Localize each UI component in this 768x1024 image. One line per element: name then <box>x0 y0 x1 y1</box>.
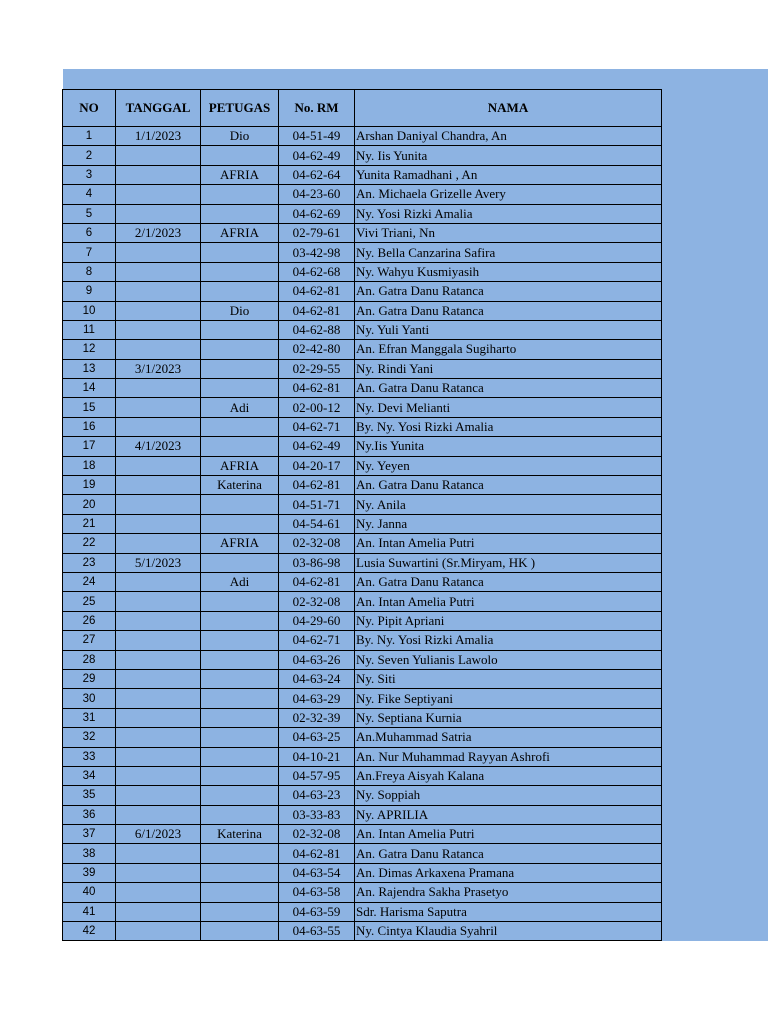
cell-no[interactable]: 34 <box>63 766 116 785</box>
cell-nama[interactable]: Ny. Yosi Rizki Amalia <box>355 204 662 223</box>
cell-tanggal[interactable] <box>116 786 201 805</box>
cell-no[interactable]: 19 <box>63 476 116 495</box>
cell-petugas[interactable] <box>201 650 279 669</box>
cell-no-rm[interactable]: 02-79-61 <box>279 223 355 242</box>
table-row <box>63 728 662 747</box>
cell-no-rm[interactable]: 04-63-29 <box>279 689 355 708</box>
header-no-rm[interactable]: No. RM <box>279 90 355 127</box>
cell-tanggal[interactable] <box>116 572 201 591</box>
cell-tanggal[interactable] <box>116 320 201 339</box>
cell-petugas[interactable] <box>201 553 279 572</box>
header-no[interactable]: NO <box>63 90 116 127</box>
cell-petugas[interactable]: AFRIA <box>201 165 279 184</box>
cell-no[interactable]: 5 <box>63 204 116 223</box>
cell-nama[interactable]: Ny. Seven Yulianis Lawolo <box>355 650 662 669</box>
cell-nama[interactable]: An. Gatra Danu Ratanca <box>355 282 662 301</box>
cell-petugas[interactable]: Adi <box>201 572 279 591</box>
cell-no[interactable]: 26 <box>63 611 116 630</box>
cell-no-rm[interactable]: 04-63-58 <box>279 883 355 902</box>
cell-nama[interactable]: Ny. Bella Canzarina Safira <box>355 243 662 262</box>
cell-tanggal[interactable] <box>116 417 201 436</box>
cell-petugas[interactable] <box>201 786 279 805</box>
cell-no-rm[interactable]: 04-63-24 <box>279 669 355 688</box>
table-row <box>63 669 662 688</box>
header-row <box>63 90 662 127</box>
cell-nama[interactable]: Ny. APRILIA <box>355 805 662 824</box>
cell-petugas[interactable] <box>201 417 279 436</box>
cell-nama[interactable]: Ny. Septiana Kurnia <box>355 708 662 727</box>
table-row <box>63 204 662 223</box>
table-row <box>63 223 662 242</box>
cell-no[interactable]: 11 <box>63 320 116 339</box>
cell-no[interactable]: 41 <box>63 902 116 921</box>
cell-no-rm[interactable]: 04-62-64 <box>279 165 355 184</box>
cell-no[interactable]: 25 <box>63 592 116 611</box>
cell-no-rm[interactable]: 04-29-60 <box>279 611 355 630</box>
table-row <box>63 553 662 572</box>
cell-tanggal[interactable] <box>116 728 201 747</box>
cell-nama[interactable]: An.Muhammad Satria <box>355 728 662 747</box>
cell-no[interactable]: 9 <box>63 282 116 301</box>
cell-tanggal[interactable] <box>116 146 201 165</box>
cell-tanggal[interactable]: 3/1/2023 <box>116 359 201 378</box>
cell-no-rm[interactable]: 04-62-81 <box>279 282 355 301</box>
table-row <box>63 592 662 611</box>
table-row <box>63 631 662 650</box>
cell-petugas[interactable] <box>201 728 279 747</box>
cell-nama[interactable]: Ny. Siti <box>355 669 662 688</box>
cell-no[interactable]: 38 <box>63 844 116 863</box>
table-row <box>63 766 662 785</box>
cell-petugas[interactable] <box>201 340 279 359</box>
cell-no[interactable]: 10 <box>63 301 116 320</box>
cell-no-rm[interactable]: 04-20-17 <box>279 456 355 475</box>
cell-nama[interactable]: Ny. Soppiah <box>355 786 662 805</box>
table-row <box>63 379 662 398</box>
cell-no[interactable]: 2 <box>63 146 116 165</box>
table-row <box>63 922 662 941</box>
cell-tanggal[interactable] <box>116 514 201 533</box>
cell-tanggal[interactable] <box>116 922 201 941</box>
table-row <box>63 243 662 262</box>
cell-no[interactable]: 18 <box>63 456 116 475</box>
cell-nama[interactable]: Yunita Ramadhani , An <box>355 165 662 184</box>
cell-petugas[interactable] <box>201 689 279 708</box>
cell-petugas[interactable]: AFRIA <box>201 534 279 553</box>
table-row <box>63 611 662 630</box>
cell-petugas[interactable] <box>201 185 279 204</box>
table-row <box>63 786 662 805</box>
cell-no-rm[interactable]: 04-62-81 <box>279 572 355 591</box>
cell-petugas[interactable]: Dio <box>201 301 279 320</box>
cell-no-rm[interactable]: 04-54-61 <box>279 514 355 533</box>
cell-no[interactable]: 33 <box>63 747 116 766</box>
cell-petugas[interactable] <box>201 262 279 281</box>
cell-nama[interactable]: Ny. Rindi Yani <box>355 359 662 378</box>
cell-no[interactable]: 15 <box>63 398 116 417</box>
cell-no-rm[interactable]: 04-51-71 <box>279 495 355 514</box>
cell-nama[interactable]: Ny. Yuli Yanti <box>355 320 662 339</box>
table-row <box>63 534 662 553</box>
cell-no-rm[interactable]: 04-57-95 <box>279 766 355 785</box>
cell-nama[interactable]: An. Dimas Arkaxena Pramana <box>355 863 662 882</box>
cell-no-rm[interactable]: 02-42-80 <box>279 340 355 359</box>
cell-no[interactable]: 37 <box>63 825 116 844</box>
cell-tanggal[interactable] <box>116 204 201 223</box>
cell-nama[interactable]: An. Intan Amelia Putri <box>355 592 662 611</box>
cell-nama[interactable]: Sdr. Harisma Saputra <box>355 902 662 921</box>
table-row <box>63 456 662 475</box>
table-row <box>63 825 662 844</box>
table-row <box>63 359 662 378</box>
cell-petugas[interactable] <box>201 747 279 766</box>
cell-no-rm[interactable]: 04-63-59 <box>279 902 355 921</box>
cell-petugas[interactable] <box>201 766 279 785</box>
cell-no-rm[interactable]: 04-51-49 <box>279 127 355 146</box>
cell-no-rm[interactable]: 04-62-81 <box>279 476 355 495</box>
table-row <box>63 495 662 514</box>
table-row <box>63 863 662 882</box>
cell-nama[interactable]: An. Efran Manggala Sugiharto <box>355 340 662 359</box>
cell-petugas[interactable] <box>201 437 279 456</box>
cell-no-rm[interactable]: 04-62-81 <box>279 379 355 398</box>
header-petugas[interactable]: PETUGAS <box>201 90 279 127</box>
cell-no[interactable]: 17 <box>63 437 116 456</box>
cell-petugas[interactable] <box>201 204 279 223</box>
table-row <box>63 282 662 301</box>
cell-nama[interactable]: Vivi Triani, Nn <box>355 223 662 242</box>
table-row <box>63 476 662 495</box>
cell-nama[interactable]: Ny. Wahyu Kusmiyasih <box>355 262 662 281</box>
cell-tanggal[interactable] <box>116 611 201 630</box>
cell-petugas[interactable] <box>201 805 279 824</box>
cell-no[interactable]: 30 <box>63 689 116 708</box>
cell-no[interactable]: 35 <box>63 786 116 805</box>
cell-no-rm[interactable]: 02-32-08 <box>279 825 355 844</box>
cell-nama[interactable]: An.Freya Aisyah Kalana <box>355 766 662 785</box>
cell-tanggal[interactable] <box>116 747 201 766</box>
cell-nama[interactable]: An. Gatra Danu Ratanca <box>355 476 662 495</box>
cell-no-rm[interactable]: 03-33-83 <box>279 805 355 824</box>
cell-nama[interactable]: An. Nur Muhammad Rayyan Ashrofi <box>355 747 662 766</box>
cell-no-rm[interactable]: 04-62-88 <box>279 320 355 339</box>
table-row <box>63 805 662 824</box>
cell-nama[interactable]: An. Gatra Danu Ratanca <box>355 379 662 398</box>
patient-register-table <box>62 89 662 941</box>
cell-petugas[interactable] <box>201 611 279 630</box>
cell-no-rm[interactable]: 02-32-08 <box>279 534 355 553</box>
cell-tanggal[interactable]: 2/1/2023 <box>116 223 201 242</box>
cell-nama[interactable]: Ny. Janna <box>355 514 662 533</box>
cell-no[interactable]: 40 <box>63 883 116 902</box>
cell-tanggal[interactable] <box>116 243 201 262</box>
cell-no[interactable]: 7 <box>63 243 116 262</box>
cell-tanggal[interactable]: 6/1/2023 <box>116 825 201 844</box>
cell-no-rm[interactable]: 03-42-98 <box>279 243 355 262</box>
cell-petugas[interactable] <box>201 359 279 378</box>
table-row <box>63 146 662 165</box>
cell-tanggal[interactable] <box>116 534 201 553</box>
cell-tanggal[interactable] <box>116 495 201 514</box>
table-row <box>63 514 662 533</box>
cell-nama[interactable]: Lusia Suwartini (Sr.Miryam, HK ) <box>355 553 662 572</box>
cell-petugas[interactable]: Adi <box>201 398 279 417</box>
cell-nama[interactable]: Ny. Yeyen <box>355 456 662 475</box>
cell-no[interactable]: 32 <box>63 728 116 747</box>
cell-petugas[interactable] <box>201 883 279 902</box>
cell-tanggal[interactable]: 5/1/2023 <box>116 553 201 572</box>
cell-tanggal[interactable]: 1/1/2023 <box>116 127 201 146</box>
cell-tanggal[interactable] <box>116 185 201 204</box>
cell-no-rm[interactable]: 04-63-55 <box>279 922 355 941</box>
table-row <box>63 650 662 669</box>
cell-no[interactable]: 31 <box>63 708 116 727</box>
cell-no[interactable]: 6 <box>63 223 116 242</box>
cell-nama[interactable]: An. Intan Amelia Putri <box>355 825 662 844</box>
cell-no[interactable]: 14 <box>63 379 116 398</box>
cell-no[interactable]: 28 <box>63 650 116 669</box>
cell-no[interactable]: 13 <box>63 359 116 378</box>
cell-tanggal[interactable] <box>116 689 201 708</box>
cell-petugas[interactable] <box>201 669 279 688</box>
cell-nama[interactable]: Ny.Iis Yunita <box>355 437 662 456</box>
cell-petugas[interactable] <box>201 902 279 921</box>
cell-no-rm[interactable]: 04-62-49 <box>279 146 355 165</box>
cell-no[interactable]: 21 <box>63 514 116 533</box>
cell-petugas[interactable] <box>201 922 279 941</box>
cell-no[interactable]: 20 <box>63 495 116 514</box>
cell-nama[interactable]: Ny. Anila <box>355 495 662 514</box>
cell-tanggal[interactable] <box>116 708 201 727</box>
table-row <box>63 185 662 204</box>
cell-tanggal[interactable] <box>116 805 201 824</box>
cell-petugas[interactable] <box>201 282 279 301</box>
cell-tanggal[interactable] <box>116 650 201 669</box>
cell-tanggal[interactable] <box>116 476 201 495</box>
cell-nama[interactable]: By. Ny. Yosi Rizki Amalia <box>355 631 662 650</box>
cell-nama[interactable]: Ny. Devi Melianti <box>355 398 662 417</box>
cell-petugas[interactable] <box>201 844 279 863</box>
table-row <box>63 883 662 902</box>
cell-petugas[interactable] <box>201 631 279 650</box>
cell-nama[interactable]: An. Rajendra Sakha Prasetyo <box>355 883 662 902</box>
header-tanggal[interactable]: TANGGAL <box>116 90 201 127</box>
cell-no-rm[interactable]: 04-63-54 <box>279 863 355 882</box>
table-row <box>63 572 662 591</box>
cell-petugas[interactable]: Dio <box>201 127 279 146</box>
cell-nama[interactable]: An. Gatra Danu Ratanca <box>355 572 662 591</box>
table-row <box>63 417 662 436</box>
cell-no[interactable]: 42 <box>63 922 116 941</box>
table-row <box>63 437 662 456</box>
cell-no[interactable]: 16 <box>63 417 116 436</box>
cell-tanggal[interactable] <box>116 340 201 359</box>
cell-no-rm[interactable]: 04-62-81 <box>279 301 355 320</box>
cell-tanggal[interactable] <box>116 669 201 688</box>
cell-no[interactable]: 1 <box>63 127 116 146</box>
cell-no-rm[interactable]: 02-32-39 <box>279 708 355 727</box>
cell-nama[interactable]: Arshan Daniyal Chandra, An <box>355 127 662 146</box>
cell-nama[interactable]: Ny. Cintya Klaudia Syahril <box>355 922 662 941</box>
cell-petugas[interactable] <box>201 514 279 533</box>
cell-tanggal[interactable] <box>116 301 201 320</box>
cell-no[interactable]: 12 <box>63 340 116 359</box>
cell-no[interactable]: 29 <box>63 669 116 688</box>
cell-petugas[interactable] <box>201 863 279 882</box>
cell-no-rm[interactable]: 04-62-81 <box>279 844 355 863</box>
cell-petugas[interactable]: Katerina <box>201 825 279 844</box>
cell-tanggal[interactable] <box>116 456 201 475</box>
table-row <box>63 398 662 417</box>
table-row <box>63 902 662 921</box>
cell-no-rm[interactable]: 04-63-25 <box>279 728 355 747</box>
cell-no-rm[interactable]: 04-63-23 <box>279 786 355 805</box>
cell-petugas[interactable] <box>201 243 279 262</box>
cell-tanggal[interactable] <box>116 379 201 398</box>
table-row <box>63 262 662 281</box>
cell-no[interactable]: 24 <box>63 572 116 591</box>
cell-tanggal[interactable] <box>116 766 201 785</box>
cell-no-rm[interactable]: 04-63-26 <box>279 650 355 669</box>
cell-no-rm[interactable]: 02-00-12 <box>279 398 355 417</box>
cell-no-rm[interactable]: 03-86-98 <box>279 553 355 572</box>
cell-nama[interactable]: Ny. Iis Yunita <box>355 146 662 165</box>
cell-no-rm[interactable]: 04-10-21 <box>279 747 355 766</box>
cell-no-rm[interactable]: 02-29-55 <box>279 359 355 378</box>
cell-no-rm[interactable]: 04-62-69 <box>279 204 355 223</box>
cell-nama[interactable]: Ny. Pipit Apriani <box>355 611 662 630</box>
cell-no-rm[interactable]: 04-23-60 <box>279 185 355 204</box>
cell-no[interactable]: 22 <box>63 534 116 553</box>
cell-tanggal[interactable] <box>116 165 201 184</box>
cell-nama[interactable]: By. Ny. Yosi Rizki Amalia <box>355 417 662 436</box>
cell-petugas[interactable] <box>201 592 279 611</box>
cell-no[interactable]: 23 <box>63 553 116 572</box>
table-row <box>63 708 662 727</box>
header-nama[interactable]: NAMA <box>355 90 662 127</box>
table-row <box>63 301 662 320</box>
cell-no[interactable]: 27 <box>63 631 116 650</box>
table-row <box>63 844 662 863</box>
cell-no[interactable]: 39 <box>63 863 116 882</box>
cell-tanggal[interactable] <box>116 863 201 882</box>
table-row <box>63 165 662 184</box>
cell-no[interactable]: 8 <box>63 262 116 281</box>
cell-petugas[interactable] <box>201 379 279 398</box>
cell-no-rm[interactable]: 04-62-49 <box>279 437 355 456</box>
cell-tanggal[interactable] <box>116 631 201 650</box>
cell-nama[interactable]: An. Intan Amelia Putri <box>355 534 662 553</box>
cell-tanggal[interactable] <box>116 592 201 611</box>
table-row <box>63 320 662 339</box>
cell-no-rm[interactable]: 04-62-68 <box>279 262 355 281</box>
cell-no[interactable]: 3 <box>63 165 116 184</box>
cell-tanggal[interactable] <box>116 282 201 301</box>
cell-no-rm[interactable]: 04-62-71 <box>279 417 355 436</box>
cell-tanggal[interactable] <box>116 398 201 417</box>
cell-petugas[interactable]: AFRIA <box>201 456 279 475</box>
cell-petugas[interactable] <box>201 708 279 727</box>
cell-nama[interactable]: An. Gatra Danu Ratanca <box>355 844 662 863</box>
table-row <box>63 340 662 359</box>
cell-petugas[interactable] <box>201 495 279 514</box>
cell-no[interactable]: 36 <box>63 805 116 824</box>
cell-petugas[interactable] <box>201 146 279 165</box>
table-row <box>63 747 662 766</box>
cell-petugas[interactable]: Katerina <box>201 476 279 495</box>
table-row <box>63 127 662 146</box>
cell-no-rm[interactable]: 02-32-08 <box>279 592 355 611</box>
cell-tanggal[interactable] <box>116 844 201 863</box>
table-row <box>63 689 662 708</box>
cell-petugas[interactable]: AFRIA <box>201 223 279 242</box>
cell-tanggal[interactable]: 4/1/2023 <box>116 437 201 456</box>
cell-tanggal[interactable] <box>116 883 201 902</box>
cell-petugas[interactable] <box>201 320 279 339</box>
cell-no[interactable]: 4 <box>63 185 116 204</box>
cell-tanggal[interactable] <box>116 902 201 921</box>
cell-no-rm[interactable]: 04-62-71 <box>279 631 355 650</box>
cell-tanggal[interactable] <box>116 262 201 281</box>
cell-nama[interactable]: Ny. Fike Septiyani <box>355 689 662 708</box>
cell-nama[interactable]: An. Michaela Grizelle Avery <box>355 185 662 204</box>
cell-nama[interactable]: An. Gatra Danu Ratanca <box>355 301 662 320</box>
